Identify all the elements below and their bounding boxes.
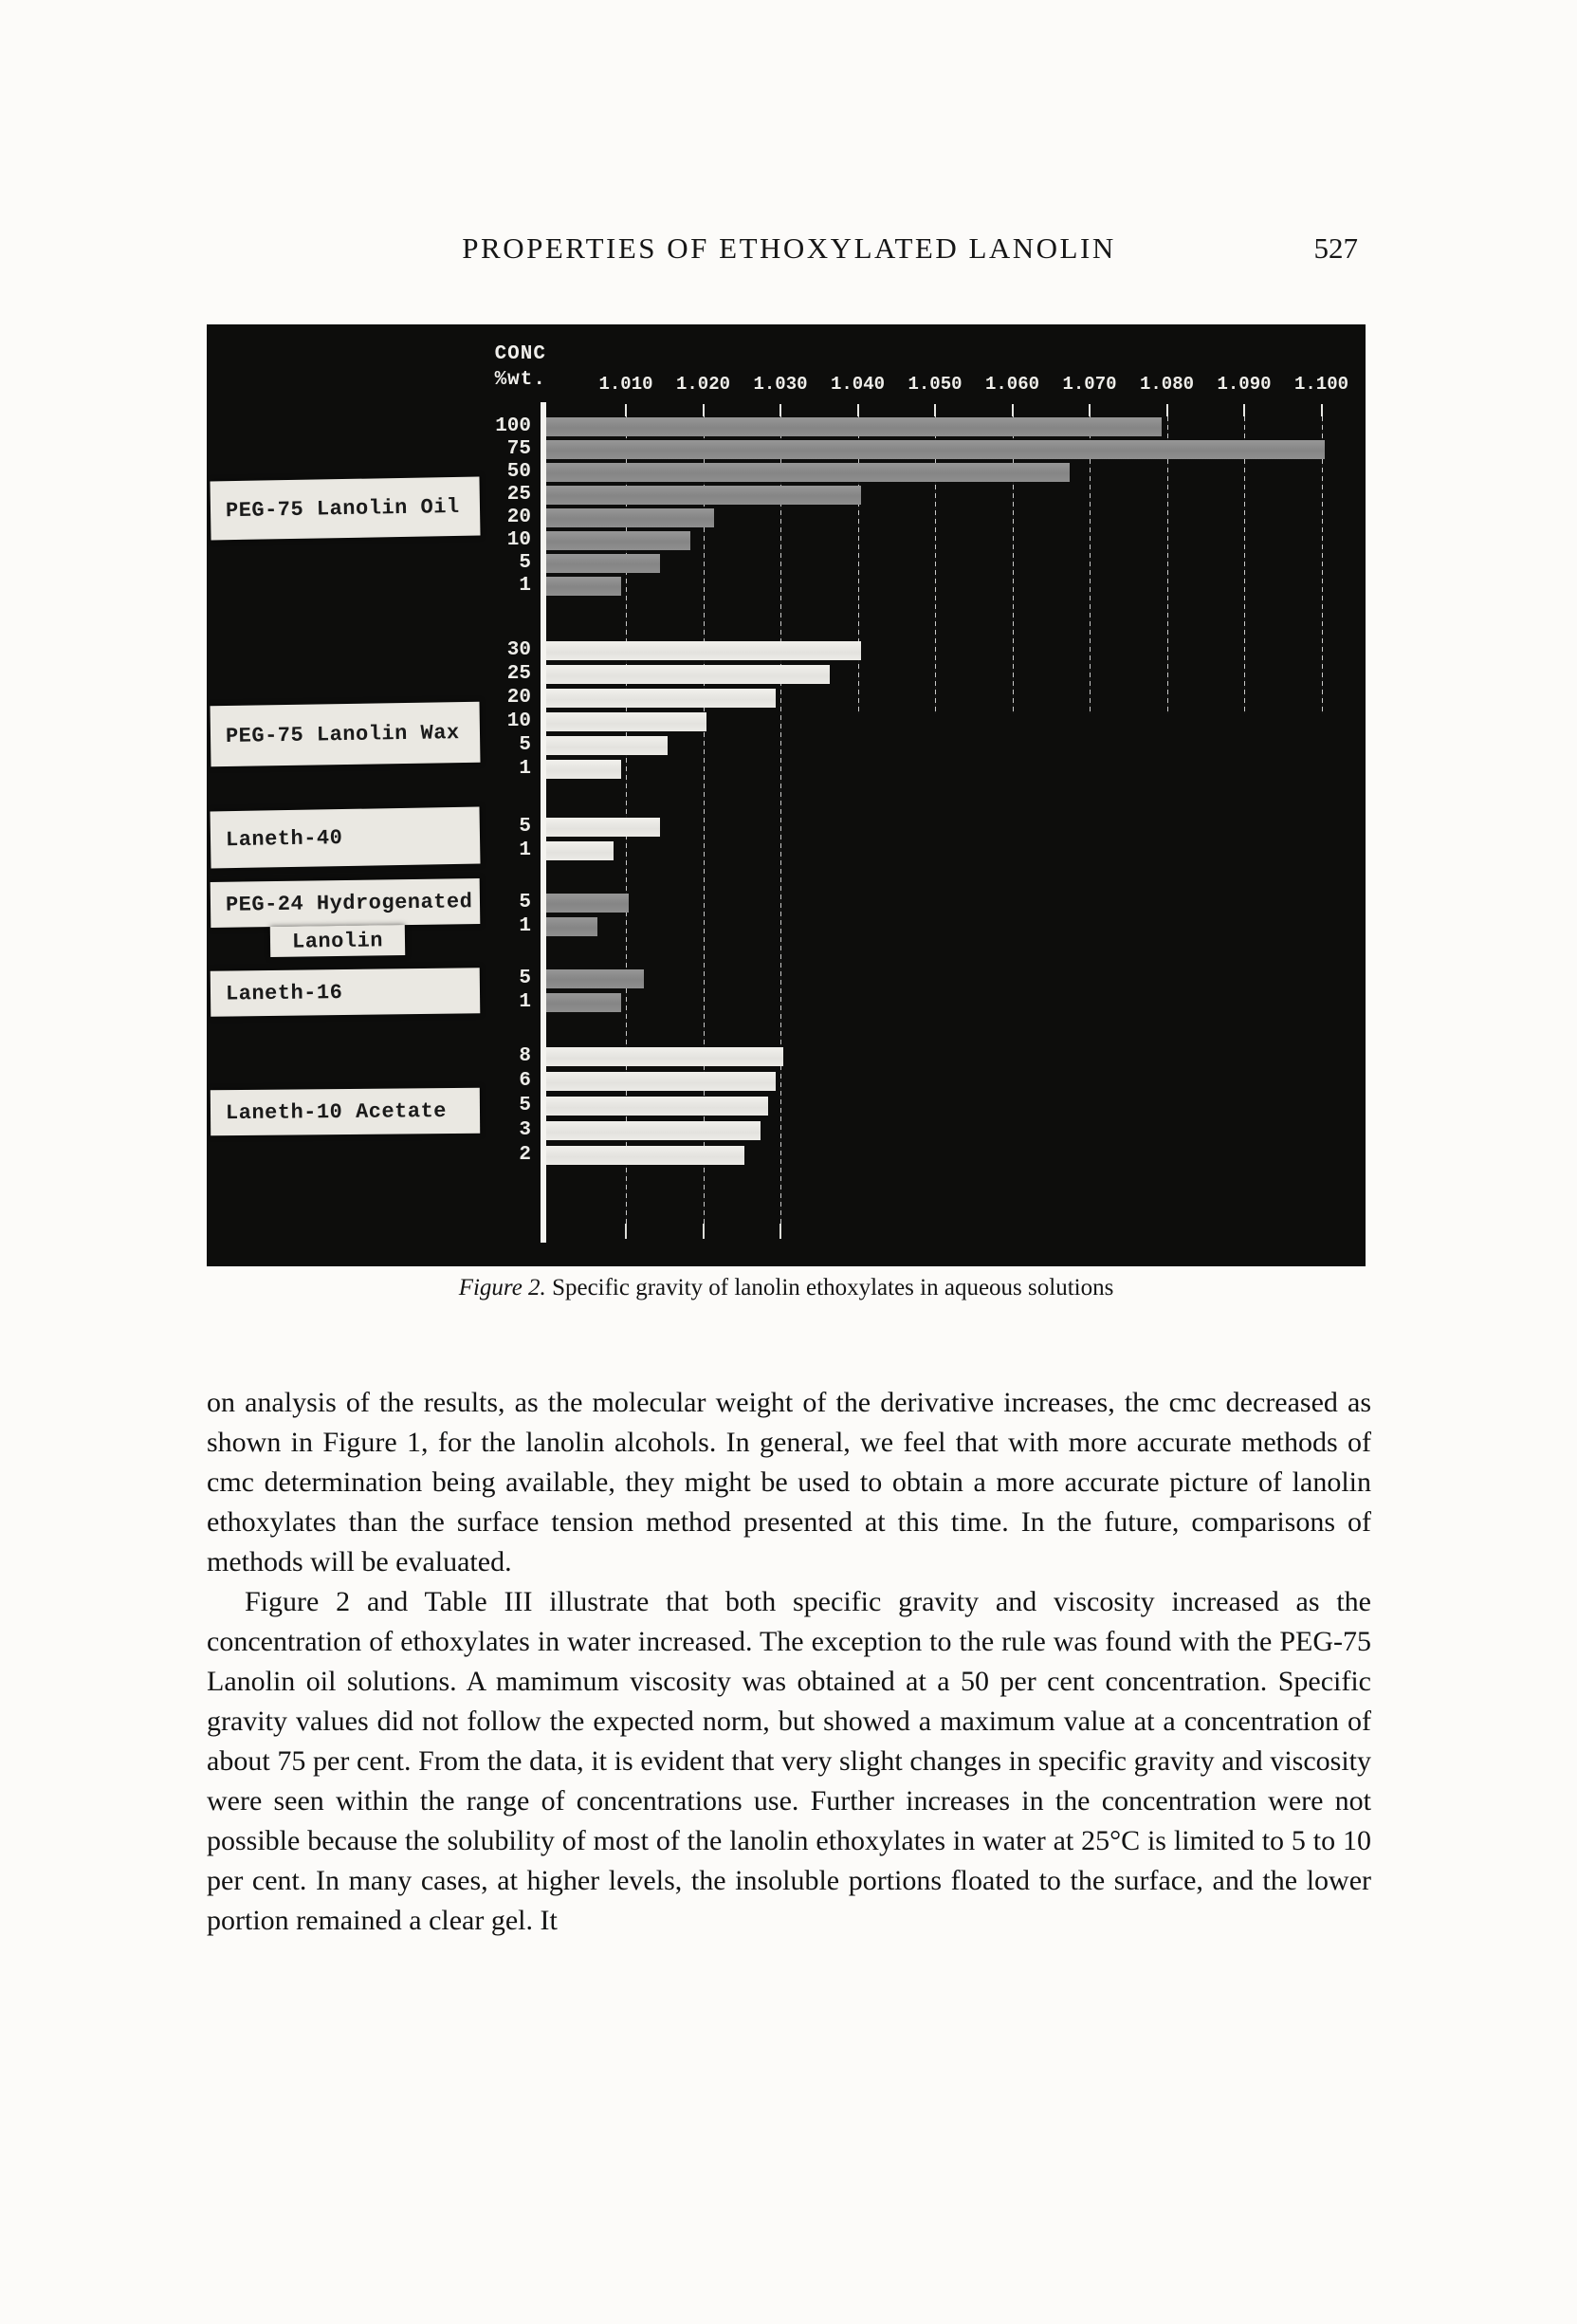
bar: [546, 440, 1325, 459]
figure-caption: [207, 1275, 1366, 1301]
bar-conc-label: 1: [519, 915, 531, 937]
axis-tick-mark: [779, 404, 781, 416]
gridline: [1322, 416, 1323, 713]
bar-conc-label: 6: [519, 1070, 531, 1092]
bar: [546, 917, 597, 936]
bar: [546, 1097, 768, 1116]
bar: [546, 760, 621, 779]
bar-conc-label: 30: [506, 639, 531, 661]
axis-header-line: CONC: [494, 343, 546, 365]
bar: [546, 736, 668, 755]
bar-conc-label: 3: [519, 1119, 531, 1141]
axis-tick-mark: [857, 404, 859, 416]
paragraph: on analysis of the results, as the molecular weight of the derivative increases, the cmc decreased as shown in Figure 1, for the lanolin alcohols. In general, we feel that with more accurate methods of cmc determination being available, they might be used to obtain a more accurate picture of lanolin ethoxylates than the surface tension method presented at this time. In the future, comparisons of methods will be evaluated.: [207, 1387, 1371, 1577]
gridline: [935, 416, 936, 713]
axis-tick-label: 1.010: [598, 374, 653, 395]
gridline: [1167, 416, 1168, 713]
axis-header: [474, 341, 546, 393]
bar-conc-label: 8: [519, 1045, 531, 1067]
axis-bottom-tick-mark: [779, 1224, 781, 1239]
figure-2-bar-chart: [207, 324, 1366, 1266]
bar: [546, 969, 644, 988]
bar: [546, 1146, 744, 1165]
running-head: [207, 231, 1371, 273]
gridline: [780, 416, 781, 1238]
figure-caption-label: Figure 2.: [458, 1275, 546, 1300]
axis-tick-mark: [934, 404, 936, 416]
axis-tick-label: 1.080: [1139, 374, 1194, 395]
bar: [546, 894, 629, 913]
bar: [546, 463, 1070, 482]
bar: [546, 577, 621, 596]
axis-tick-label: 1.090: [1217, 374, 1272, 395]
bar-conc-label: 1: [519, 991, 531, 1013]
axis-tick-label: 1.060: [984, 374, 1039, 395]
bar-conc-label: 5: [519, 1095, 531, 1116]
bar-conc-label: 25: [506, 484, 531, 506]
bar: [546, 554, 660, 573]
bar: [546, 508, 714, 527]
gridline: [858, 416, 859, 713]
axis-tick-mark: [1012, 404, 1014, 416]
bar-conc-label: 2: [519, 1144, 531, 1166]
group-label-line2: Lanolin: [270, 925, 405, 957]
axis-bottom-tick-mark: [703, 1224, 705, 1239]
bar-conc-label: 1: [519, 758, 531, 780]
bar-conc-label: 1: [519, 575, 531, 597]
axis-tick-mark: [1166, 404, 1168, 416]
axis-tick-mark: [625, 404, 627, 416]
axis-tick-label: 1.070: [1062, 374, 1117, 395]
bar-conc-label: 100: [495, 415, 531, 437]
group-label-laneth-16: Laneth-16: [211, 968, 481, 1016]
bar: [546, 1121, 761, 1140]
paragraph: Figure 2 and Table III illustrate that both specific gravity and viscosity increased as the concentration of ethoxylates in water increased. The exception to the rule was found with the PEG-75 Lanolin oil solutions. A mamimum viscosity was obtained at a 50 per cent concentration. Specific gravity values did not follow the expected norm, but showed a maximum value at a concentration of about 75 per cent. From the data, it is evident that very slight changes in specific gravity and viscosity were seen within the range of concentrations use. Further increases in the concentration were not possible because the solubility of most of the lanolin ethoxylates in water at 25°C is limited to 5 to 10 per cent. In many cases, at higher levels, the insoluble portions floated to the surface, and the lower portion remained a clear gel. It: [207, 1586, 1371, 1936]
bar-conc-label: 50: [506, 461, 531, 483]
group-label-peg-75-lanolin-oil: PEG-75 Lanolin Oil: [210, 477, 480, 541]
page-title: PROPERTIES OF ETHOXYLATED LANOLIN: [462, 231, 1116, 265]
bar-conc-label: 1: [519, 839, 531, 861]
bar: [546, 689, 776, 708]
bar: [546, 486, 861, 505]
gridline: [1244, 416, 1245, 713]
bar-conc-label: 5: [519, 734, 531, 756]
axis-bottom-tick-mark: [625, 1224, 627, 1239]
bar-conc-label: 5: [519, 552, 531, 574]
figure-caption-text: Specific gravity of lanolin ethoxylates in aqueous solutions: [545, 1275, 1114, 1300]
bar: [546, 531, 690, 550]
gridline: [1013, 416, 1014, 713]
gridline: [1090, 416, 1091, 713]
bar: [546, 1072, 776, 1091]
axis-tick-label: 1.040: [830, 374, 885, 395]
axis-tick-label: 1.050: [908, 374, 963, 395]
bar: [546, 417, 1162, 436]
bar: [546, 665, 830, 684]
axis-tick-mark: [703, 404, 705, 416]
group-label-laneth-40: Laneth-40: [210, 807, 480, 869]
bar-conc-label: 20: [506, 687, 531, 709]
bar: [546, 993, 621, 1012]
bar-conc-label: 5: [519, 892, 531, 913]
bar: [546, 818, 660, 837]
axis-tick-mark: [1089, 404, 1091, 416]
bar-conc-label: 10: [506, 710, 531, 732]
bar-conc-label: 25: [506, 663, 531, 685]
axis-tick-mark: [1243, 404, 1245, 416]
bar: [546, 712, 706, 731]
group-label-laneth-10-acetate: Laneth-10 Acetate: [211, 1088, 480, 1135]
axis-tick-mark: [1321, 404, 1323, 416]
group-label-peg-24-hydrogenated-lanolin: PEG-24 Hydrogenated: [211, 878, 481, 928]
axis-header-line: %wt.: [494, 369, 546, 391]
bar: [546, 841, 614, 860]
bar-conc-label: 75: [506, 438, 531, 460]
bar-conc-label: 20: [506, 507, 531, 528]
axis-tick-label: 1.100: [1293, 374, 1348, 395]
axis-tick-label: 1.030: [753, 374, 808, 395]
bar-conc-label: 5: [519, 816, 531, 838]
group-label-peg-75-lanolin-wax: PEG-75 Lanolin Wax: [211, 702, 481, 766]
bar-conc-label: 5: [519, 968, 531, 989]
bar: [546, 641, 861, 660]
body-text: [207, 1383, 1371, 1941]
page-number: 527: [1313, 231, 1358, 265]
bar: [546, 1047, 783, 1066]
bar-conc-label: 10: [506, 529, 531, 551]
axis-tick-label: 1.020: [675, 374, 730, 395]
